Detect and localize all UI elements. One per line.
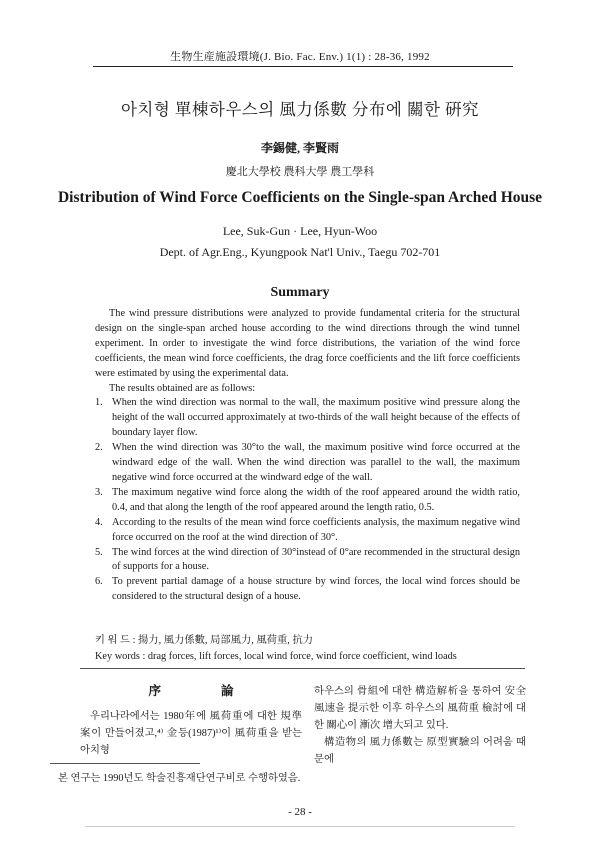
english-affiliation: Dept. of Agr.Eng., Kyungpook Nat'l Univ., Taegu 702-701: [159, 245, 441, 259]
korean-authors: 李錫健, 李賢雨: [260, 141, 339, 155]
summary-heading: Summary: [270, 285, 330, 300]
result-item: 4. According to the results of the mean wind force coefficients analysis, the maximum negative wind force occurred on the roof at the wind direction of 30°.: [95, 516, 520, 543]
body-column-right: [314, 683, 526, 768]
result-item: 1. When the wind direction was normal to the wall, the maximum positive wind pressure along the height of the wall occurred approximately at two-thirds of the wall height because of the effects of boundary layer flow.: [95, 397, 520, 439]
keywords-block: [95, 633, 525, 665]
footnote-divider: [50, 763, 200, 764]
intro-paragraph: 우리나라에서는 1980年에 風荷重에 대한 規準案이 만들어졌고,⁴⁾ 金등(1987)¹⁾이 風荷重을 받는 아치형: [80, 711, 302, 756]
korean-title: 아치형 單棟하우스의 風力係數 分布에 關한 硏究: [120, 100, 480, 119]
header-divider: [93, 66, 513, 67]
section-heading-introduction: 序論: [148, 684, 294, 698]
wind-coefficient-paragraph: 構造物의 風力係數는 原型實驗의 어려움 때문에: [314, 737, 526, 765]
korean-affiliation: 慶北大學校 農科大學 農工學科: [225, 166, 375, 178]
funding-footnote: 본 연구는 1990년도 학술진흥재단연구비로 수행하였음.: [58, 773, 301, 784]
result-item: 5. The wind forces at the wind direction of 30°instead of 0°are recommended in the structural design of supports for a house.: [95, 546, 520, 573]
body-column-left: [80, 683, 302, 759]
result-item: 3. The maximum negative wind force along the width of the roof appeared around the width ratio, 0.4, and that along the length of the roof appeared around the length ratio, 0.5.: [95, 486, 520, 513]
result-item: 6. To prevent partial damage of a house structure by wind forces, the local wind forces should be considered to the structural design of a house.: [95, 576, 520, 603]
summary-lead: The results obtained are as follows:: [109, 382, 256, 394]
result-item: 2. When the wind direction was 30°to the wall, the maximum positive wind force occurred at the windward edge of the wall. When the wind direction was parallel to the wall, the maximum negative wind force occurred at the windward edge of the wall.: [95, 442, 520, 483]
results-list: [95, 396, 520, 605]
summary-intro: The wind pressure distributions were analyzed to provide fundamental criteria for the structural design on the single-span arched house according to the wind directions through the wind tunnel experiment. In order to investigate the wind force distributions, the variation of the wind force coefficients, the mean wind force coefficients, the drag force coefficients and the lift force coefficients were estimated by using the experimental data.: [95, 308, 520, 379]
keywords-korean: 키 워 드 : 揚力, 風力係數, 局部風力, 風荷重, 抗力: [95, 635, 314, 646]
english-title: Distribution of Wind Force Coefficients on the Single-span Arched House: [57, 189, 543, 206]
page-number: - 28 -: [288, 806, 312, 818]
running-header: 生物生産施設環境(J. Bio. Fac. Env.) 1(1) : 28-36, 1992: [170, 51, 430, 63]
keywords-divider: [80, 668, 525, 669]
bottom-divider: [85, 826, 515, 827]
keywords-english: Key words : drag forces, lift forces, local wind force, wind force coefficient, wind loads: [95, 651, 457, 662]
intro-paragraph-continued: 하우스의 骨組에 대한 構造解析을 통하여 安全風速을 提示한 이후 하우스의 風荷重 檢討에 대한 關心이 漸次 增大되고 있다.: [314, 686, 526, 731]
english-authors: Lee, Suk-Gun · Lee, Hyun-Woo: [222, 224, 378, 238]
summary-body: [95, 307, 520, 605]
